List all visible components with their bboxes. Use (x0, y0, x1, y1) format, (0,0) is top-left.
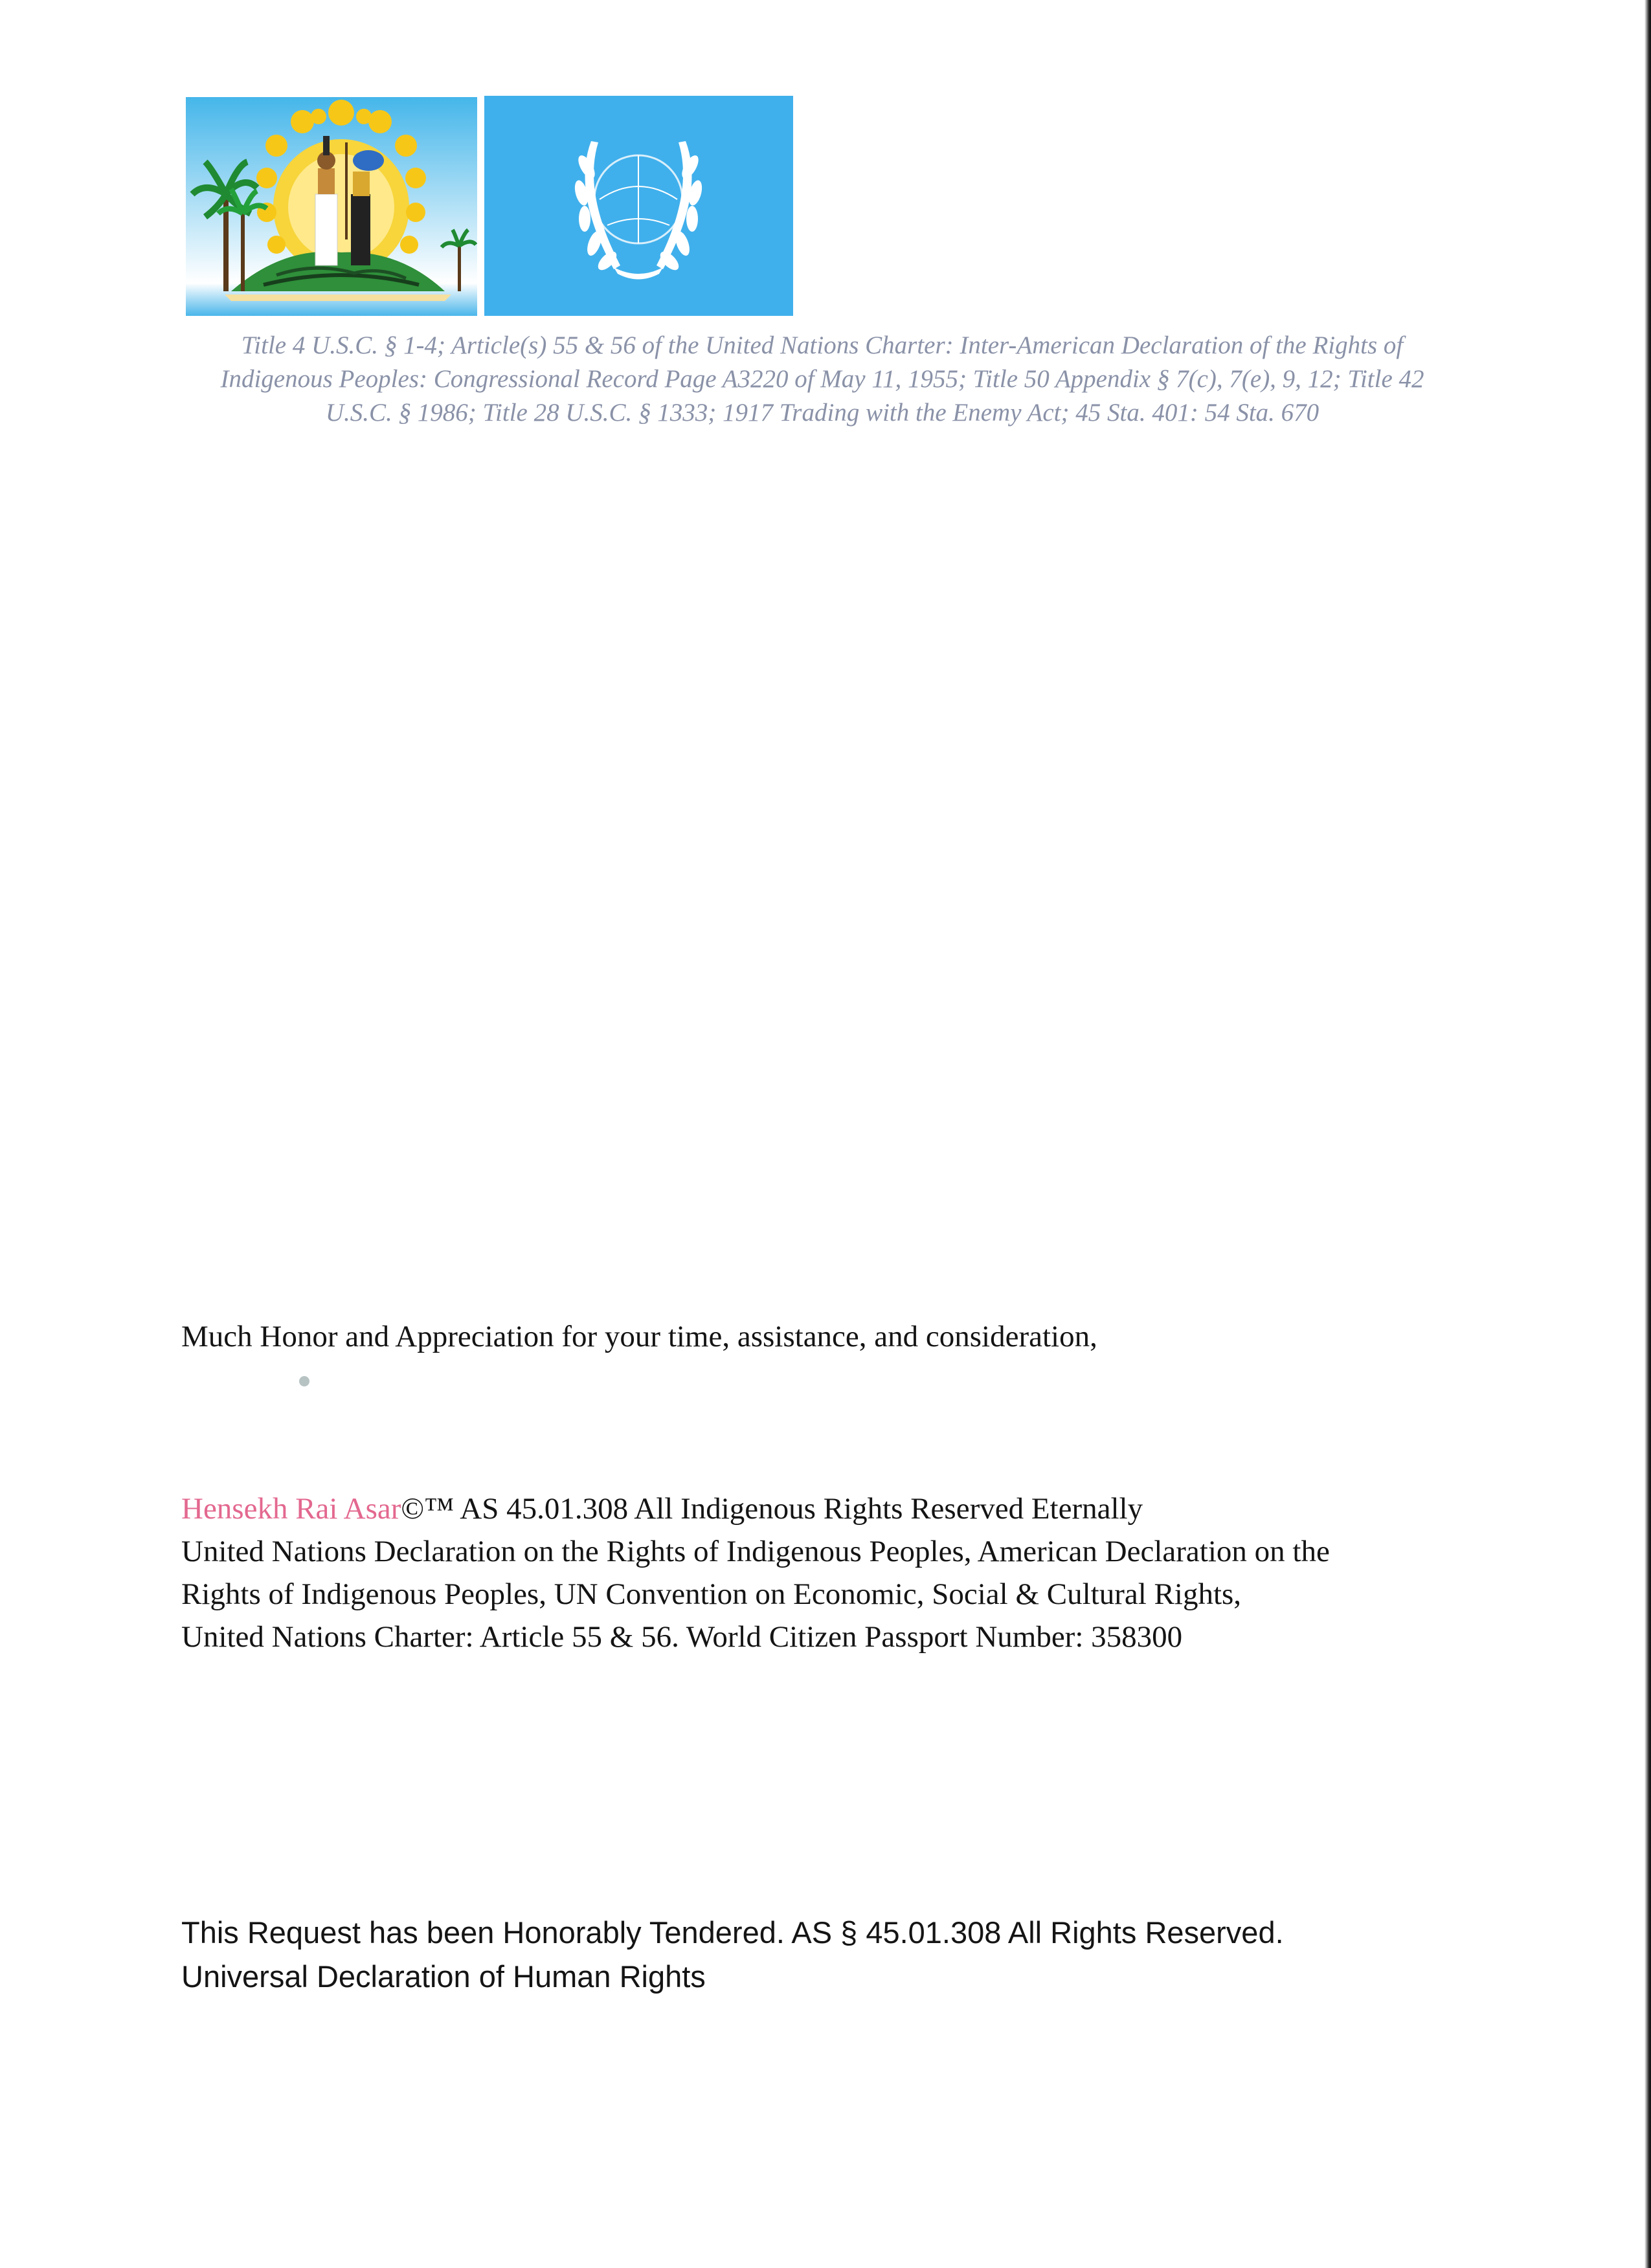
signature-line-1 (181, 1487, 1476, 1530)
legal-citation-header: Title 4 U.S.C. § 1-4; Article(s) 55 & 56 of the United Nations Charter: Inter-American Declaration of the Rights of Indigenous Peoples: Congressional Record Page A3220 of May 11, 1955; Title 50 Appendix § 7(c), 7(e), 9, 12; Title 42 U.S.C. § 1986; Title 28 U.S.C. § 1333; 1917 Trading with the Enemy Act; 45 Sta. 401: 54 Sta. 670 (220, 331, 1424, 427)
signature-line-4: United Nations Charter: Article 55 & 56. World Citizen Passport Number: 358300 (181, 1620, 1183, 1654)
signature-name: Hensekh Rai Asar (181, 1492, 401, 1526)
tender-line-1: This Request has been Honorably Tendered. AS § 45.01.308 All Rights Reserved. (181, 1915, 1284, 1950)
scan-speck (299, 1376, 309, 1386)
signature-line-2: United Nations Declaration on the Rights of Indigenous Peoples, American Declaration on the (181, 1535, 1330, 1568)
signature-block (181, 1487, 1476, 1658)
closing-salutation: Much Honor and Appreciation for your time, assistance, and consideration, (181, 1320, 1097, 1353)
un-emblem-flag-image (484, 96, 793, 316)
tender-line-2: Universal Declaration of Human Rights (181, 1959, 706, 1994)
sun-emblem-flag-image (186, 97, 477, 316)
page-edge-shadow (1645, 0, 1651, 2268)
signature-line-3: Rights of Indigenous Peoples, UN Convention on Economic, Social & Cultural Rights, (181, 1577, 1242, 1611)
tender-statement (181, 1911, 1476, 1999)
signature-rights-text: ©™ AS 45.01.308 All Indigenous Rights Reserved Eternally (401, 1492, 1143, 1526)
